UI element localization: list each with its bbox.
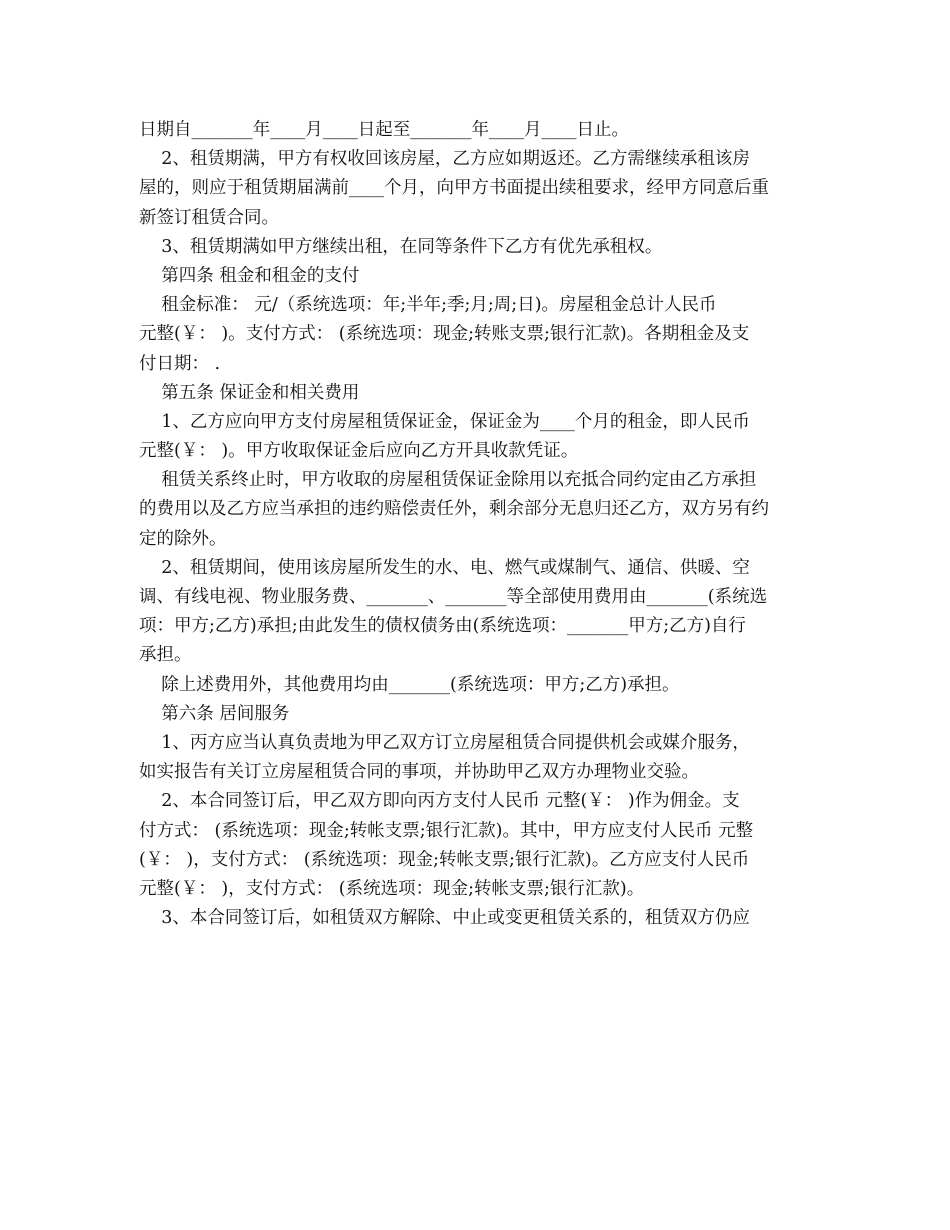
text-line: 项：甲方;乙方)承担;由此发生的债权债务由(系统选项：_______甲方;乙方)自行	[139, 616, 746, 637]
text-line: 调、有线电视、物业服务费、_______、_______等全部使用费用由_______(系统选	[139, 587, 768, 607]
document-body	[139, 116, 816, 933]
text-line: 除上述费用外，其他费用均由_______(系统选项：甲方;乙方)承担。	[139, 674, 680, 695]
text-line: 租赁关系终止时，甲方收取的房屋租赁保证金除用以充抵合同约定由乙方承担	[139, 470, 757, 491]
text-line: 3、租赁期满如甲方继续出租，在同等条件下乙方有优先承租权。	[139, 236, 663, 257]
text-line: 付日期： .	[139, 353, 221, 374]
text-line: (￥： )，支付方式： (系统选项：现金;转帐支票;银行汇款)。乙方应支付人民币	[139, 849, 750, 870]
section-heading: 第五条 保证金和相关费用	[139, 382, 360, 403]
text-line: 2、本合同签订后，甲乙双方即向丙方支付人民币 元整(￥： )作为佣金。支	[139, 791, 740, 812]
text-line: 1、丙方应当认真负责地为甲乙双方订立房屋租赁合同提供机会或媒介服务，	[139, 732, 750, 753]
text-line: 3、本合同签订后，如租赁双方解除、中止或变更租赁关系的，租赁双方仍应	[139, 908, 750, 929]
text-line: 屋的，则应于租赁期届满前____个月，向甲方书面提出续租要求，经甲方同意后重	[139, 178, 769, 199]
text-line: 定的除外。	[139, 528, 227, 549]
text-line: 元整(￥： )。甲方收取保证金后应向乙方开具收款凭证。	[139, 441, 579, 462]
text-line: 日期自_______年____月____日起至_______年____月____日止。	[139, 120, 629, 140]
text-line: 2、租赁期间，使用该房屋所发生的水、电、燃气或煤制气、通信、供暖、空	[139, 557, 750, 578]
text-line: 2、租赁期满，甲方有权收回该房屋，乙方应如期返还。乙方需继续承租该房	[139, 149, 750, 170]
text-line: 元整(￥： )。支付方式： (系统选项：现金;转账支票;银行汇款)。各期租金及支	[139, 324, 750, 345]
text-line: 承担。	[139, 645, 192, 666]
text-line: 新签订租赁合同。	[139, 207, 279, 228]
text-line: 租金标准： 元/（系统选项：年;半年;季;月;周;日)。房屋租金总计人民币	[139, 295, 717, 316]
text-line: 如实报告有关订立房屋租赁合同的事项，并协助甲乙双方办理物业交验。	[139, 762, 699, 783]
text-line: 付方式： (系统选项：现金;转帐支票;银行汇款)。其中，甲方应支付人民币 元整	[139, 820, 754, 841]
section-heading: 第六条 居间服务	[139, 703, 290, 724]
section-heading: 第四条 租金和租金的支付	[139, 265, 360, 286]
text-line: 元整(￥： )，支付方式： (系统选项：现金;转帐支票;银行汇款)。	[139, 878, 645, 899]
text-line: 的费用以及乙方应当承担的违约赔偿责任外，剩余部分无息归还乙方，双方另有约	[139, 499, 769, 520]
text-line: 1、乙方应向甲方支付房屋租赁保证金，保证金为____个月的租金，即人民币	[139, 411, 750, 432]
